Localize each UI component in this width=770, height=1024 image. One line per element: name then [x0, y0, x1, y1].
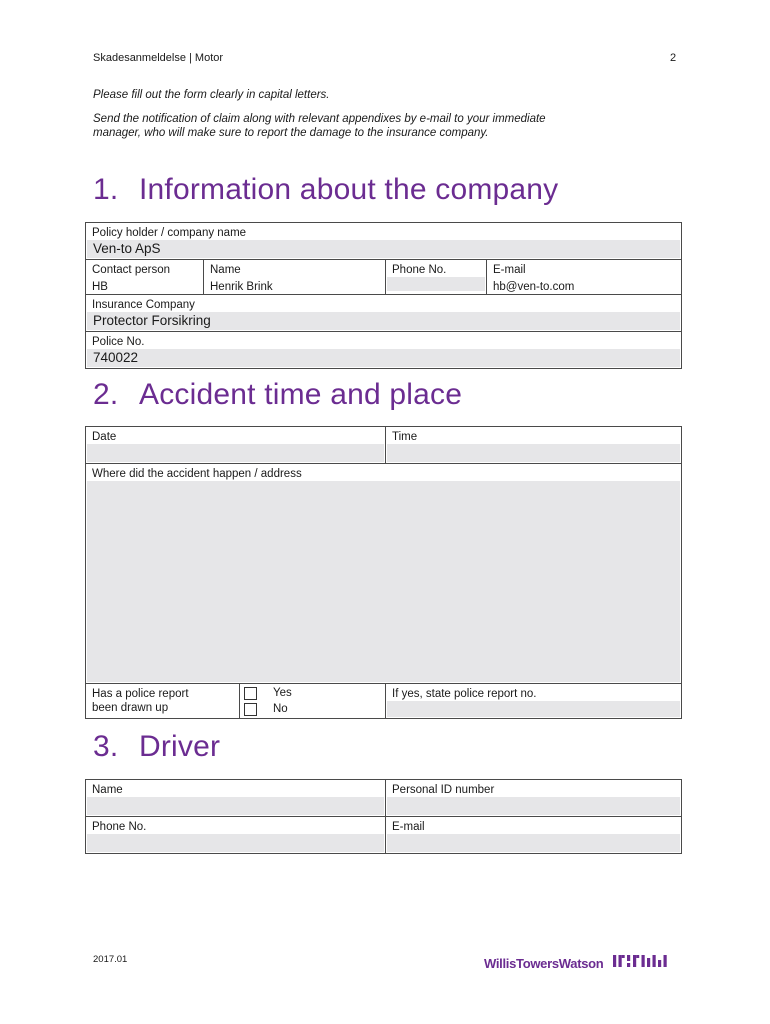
- contact-person-label: Contact person: [92, 264, 170, 276]
- section-2-number: 2.: [93, 378, 119, 411]
- intro-line-3: manager, who will make sure to report the damage to the insurance company.: [93, 127, 489, 139]
- section-1-title: Information about the company: [139, 173, 559, 206]
- contact-person-field[interactable]: HB: [92, 281, 108, 293]
- contact-person-cell: [86, 260, 204, 295]
- section-2-title: Accident time and place: [139, 378, 463, 411]
- time-label: Time: [392, 431, 418, 443]
- no-label: No: [273, 703, 288, 715]
- contact-phone-field[interactable]: [387, 277, 485, 291]
- policy-holder-field[interactable]: Ven-to ApS: [87, 240, 680, 258]
- driver-pid-cell: [386, 780, 682, 817]
- driver-email-label: E-mail: [392, 821, 425, 833]
- police-no-cell: [86, 332, 682, 369]
- accident-table: [85, 426, 682, 719]
- police-report-label-line-2: been drawn up: [92, 702, 169, 714]
- contact-email-field[interactable]: hb@ven-to.com: [493, 281, 575, 293]
- intro-line-1: Please fill out the form clearly in capital letters.: [93, 89, 330, 101]
- contact-name-field[interactable]: Henrik Brink: [210, 281, 273, 293]
- driver-phone-label: Phone No.: [92, 821, 147, 833]
- report-no-cell: [386, 684, 682, 719]
- police-no-field[interactable]: 740022: [87, 349, 680, 367]
- insurance-company-label: Insurance Company: [92, 299, 195, 311]
- section-3-heading: [93, 730, 220, 764]
- company-info-table: [85, 222, 682, 369]
- intro-line-2: Send the notification of claim along with relevant appendixes by e-mail to your immediate: [93, 113, 546, 125]
- contact-name-cell: [204, 260, 386, 295]
- driver-email-field[interactable]: [387, 834, 680, 852]
- section-1-number: 1.: [93, 173, 119, 206]
- driver-pid-field[interactable]: [387, 797, 680, 815]
- section-1-heading: [93, 173, 558, 207]
- yes-checkbox[interactable]: [244, 687, 257, 700]
- where-cell: [86, 464, 682, 684]
- where-label: Where did the accident happen / address: [92, 468, 302, 480]
- yes-label: Yes: [273, 687, 292, 699]
- date-cell: [86, 427, 386, 464]
- contact-phone-cell: [386, 260, 487, 295]
- logo-mark-icon: [613, 954, 669, 973]
- driver-table: [85, 779, 682, 854]
- driver-phone-field[interactable]: [87, 834, 384, 852]
- yes-option: [244, 685, 385, 701]
- driver-pid-label: Personal ID number: [392, 784, 495, 796]
- contact-name-label: Name: [210, 264, 241, 276]
- logo-text: WillisTowersWatson: [484, 956, 604, 971]
- driver-email-cell: [386, 817, 682, 854]
- driver-phone-cell: [86, 817, 386, 854]
- willis-towers-watson-logo: [484, 954, 669, 973]
- yes-no-cell: [240, 684, 386, 719]
- policy-holder-cell: [86, 223, 682, 260]
- date-label: Date: [92, 431, 117, 443]
- section-3-title: Driver: [139, 730, 221, 763]
- police-report-cell: [86, 684, 240, 719]
- version-label: 2017.01: [93, 954, 128, 965]
- insurance-company-cell: [86, 295, 682, 332]
- report-no-field[interactable]: [387, 701, 680, 717]
- no-checkbox[interactable]: [244, 703, 257, 716]
- driver-name-cell: [86, 780, 386, 817]
- report-no-label: If yes, state police report no.: [392, 688, 537, 700]
- header-title: Skadesanmeldelse | Motor: [93, 52, 224, 64]
- contact-email-label: E-mail: [493, 264, 526, 276]
- where-field[interactable]: [87, 481, 680, 682]
- policy-holder-label: Policy holder / company name: [92, 227, 247, 239]
- police-report-label: [86, 684, 239, 718]
- insurance-company-field[interactable]: Protector Forsikring: [87, 312, 680, 330]
- driver-name-label: Name: [92, 784, 123, 796]
- time-cell: [386, 427, 682, 464]
- section-2-heading: [93, 378, 462, 412]
- no-option: [244, 701, 385, 717]
- driver-name-field[interactable]: [87, 797, 384, 815]
- section-3-number: 3.: [93, 730, 119, 763]
- time-field[interactable]: [387, 444, 680, 462]
- page-number: 2: [670, 52, 677, 64]
- police-no-label: Police No.: [92, 336, 145, 348]
- date-field[interactable]: [87, 444, 384, 462]
- contact-email-cell: [487, 260, 682, 295]
- police-report-label-line-1: Has a police report: [92, 688, 189, 700]
- contact-phone-label: Phone No.: [392, 264, 447, 276]
